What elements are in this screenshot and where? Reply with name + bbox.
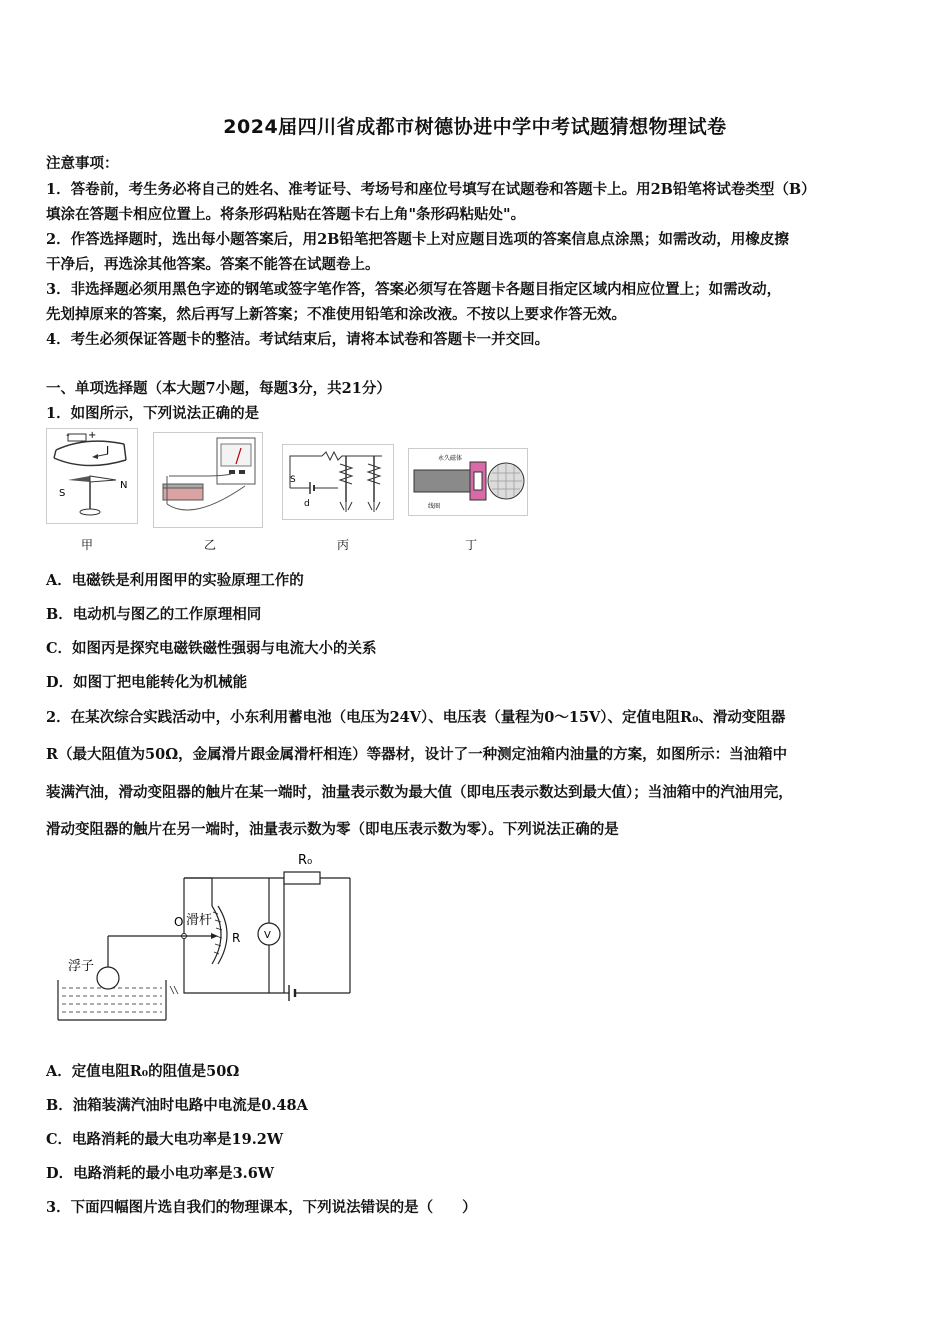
page-title: 2024届四川省成都市树德协进中学中考试题猜想物理试卷 xyxy=(223,116,727,138)
figure-caption: 丙 xyxy=(337,538,350,552)
figure-bing xyxy=(282,444,394,520)
notice-heading: 注意事项： xyxy=(46,155,119,172)
section-heading: 一、单项选择题（本大题7小题，每题3分，共21分） xyxy=(46,380,391,397)
question-stem: R（最大阻值为50Ω，金属滑片跟金属滑杆相连）等器材，设计了一种测定油箱内油量的方案，如图所示：当油箱中 xyxy=(46,746,788,763)
circuit-diagram xyxy=(46,848,366,1028)
notice-line: 4．考生必须保证答题卡的整洁。考试结束后，请将本试卷和答题卡一并交回。 xyxy=(46,331,550,348)
r0-label: R₀ xyxy=(298,853,313,868)
jia-s-label: S xyxy=(59,488,66,499)
notice-line: 3．非选择题必须用黑色字迹的钢笔或签字笔作答，答案必须写在答题卡各题目指定区域内相应位置上；如需改动， xyxy=(46,281,782,298)
jia-current-label: I xyxy=(106,444,110,457)
notice-line: 填涂在答题卡相应位置上。将条形码粘贴在答题卡右上角"条形码粘贴处"。 xyxy=(46,206,526,223)
voltmeter-label: V xyxy=(264,930,271,941)
resistor-label: R xyxy=(232,931,241,945)
jia-minus-label: - xyxy=(66,430,70,441)
option-c: C．电路消耗的最大电功率是19.2W xyxy=(46,1131,284,1148)
question-stem: 1．如图所示，下列说法正确的是 xyxy=(46,405,260,422)
rod-label: 滑杆 xyxy=(186,913,213,928)
question-stem: 2．在某次综合实践活动中，小东利用蓄电池（电压为24V）、电压表（量程为0～15V）、定值电阻R₀、滑动变阻器 xyxy=(46,709,786,726)
option-b: B．电动机与图乙的工作原理相同 xyxy=(46,606,262,623)
ding-magnet-label: 永久磁体 xyxy=(438,455,463,462)
bing-d-label: d xyxy=(304,499,310,509)
question-stem: 3．下面四幅图片选自我们的物理课本，下列说法错误的是（ ） xyxy=(46,1199,477,1216)
option-b: B．油箱装满汽油时电路中电流是0.48A xyxy=(46,1097,308,1114)
option-a: A．定值电阻R₀的阻值是50Ω xyxy=(46,1063,240,1080)
notice-line: 干净后，再选涂其他答案。答案不能答在试题卷上。 xyxy=(46,256,380,273)
figure-caption: 甲 xyxy=(81,538,94,552)
figure-jia xyxy=(46,428,138,524)
notice-line: 2．作答选择题时，选出每小题答案后，用2B铅笔把答题卡上对应题目选项的答案信息点涂黑；如需改动，用橡皮擦 xyxy=(46,231,789,248)
option-d: D．如图丁把电能转化为机械能 xyxy=(46,674,248,691)
figure-caption: 乙 xyxy=(204,538,217,552)
figure-ding xyxy=(408,448,528,516)
float-label: 浮子 xyxy=(68,959,95,974)
pivot-label: O xyxy=(174,915,184,929)
question-stem: 装满汽油，滑动变阻器的触片在某一端时，油量表示数为最大值（即电压表示数达到最大值）；当油箱中的汽油用完， xyxy=(46,784,793,801)
notice-line: 1．答卷前，考生务必将自己的姓名、准考证号、考场号和座位号填写在试题卷和答题卡上。用2B铅笔将试卷类型（B） xyxy=(46,181,816,198)
option-a: A．电磁铁是利用图甲的实验原理工作的 xyxy=(46,572,304,589)
figure-yi xyxy=(153,432,263,528)
notice-line: 先划掉原来的答案，然后再写上新答案；不准使用铅笔和涂改液。不按以上要求作答无效。 xyxy=(46,306,626,323)
question-stem: 滑动变阻器的触片在另一端时，油量表示数为零（即电压表示数为零）。下列说法正确的是 xyxy=(46,821,619,838)
jia-plus-label: + xyxy=(88,430,97,441)
figure-caption: 丁 xyxy=(465,538,478,552)
bing-s-label: S xyxy=(290,475,296,485)
ding-coil-label: 线圈 xyxy=(428,503,441,510)
option-c: C．如图丙是探究电磁铁磁性强弱与电流大小的关系 xyxy=(46,640,377,657)
option-d: D．电路消耗的最小电功率是3.6W xyxy=(46,1165,275,1182)
jia-n-label: N xyxy=(120,480,128,491)
